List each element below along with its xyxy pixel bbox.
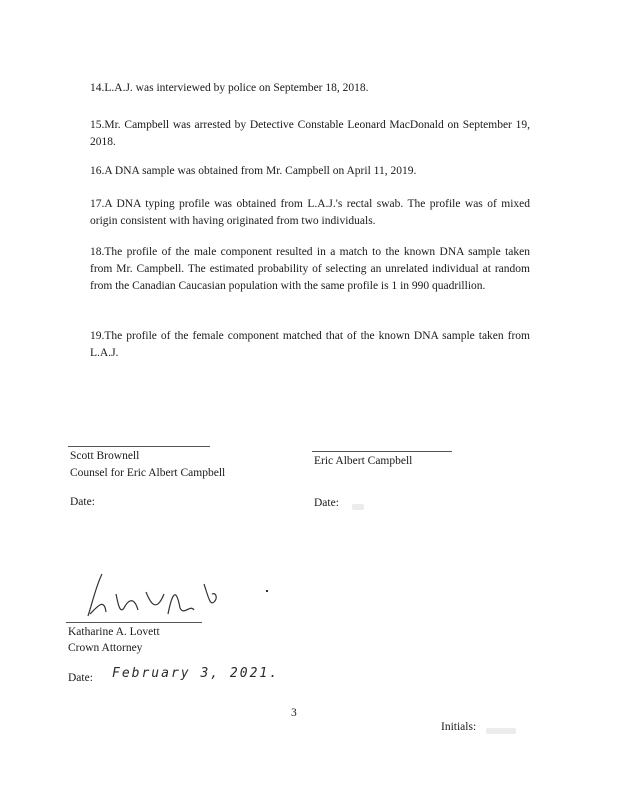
crown-role: Crown Attorney — [68, 642, 143, 654]
crown-signature-image — [76, 564, 236, 624]
page-number: 3 — [291, 707, 297, 719]
signature-line-accused — [312, 451, 452, 452]
paragraph-number: 17. — [90, 198, 105, 210]
crown-date-label: Date: — [68, 672, 93, 684]
paragraph-19 — [90, 328, 530, 362]
paragraph-number: 18. — [90, 246, 105, 258]
initials-label: Initials: — [441, 721, 477, 733]
paragraph-17 — [90, 196, 530, 230]
crown-name: Katharine A. Lovett — [68, 626, 160, 638]
paragraph-text: The profile of the male component resulted in a match to the known DNA sample taken from Mr. Campbell. The estimated probability of selecting an unrelated individual at random from the Canadian Caucasian population with the same profile is 1 in 990 quadrillion. — [90, 246, 530, 292]
paragraph-15 — [90, 117, 530, 151]
crown-date-value: February 3, 2021. — [112, 666, 280, 681]
signature-line-defence — [68, 446, 210, 447]
paragraph-number: 14. — [90, 82, 105, 94]
paragraph-text: Mr. Campbell was arrested by Detective Constable Leonard MacDonald on September 19, 2018. — [90, 119, 530, 148]
paragraph-text: A DNA sample was obtained from Mr. Campbell on April 11, 2019. — [104, 165, 417, 177]
paragraph-number: 15. — [90, 119, 105, 131]
defence-counsel-name: Scott Brownell — [70, 450, 140, 462]
paragraph-14 — [90, 80, 530, 97]
redaction-mark — [486, 728, 516, 734]
paragraph-text: A DNA typing profile was obtained from L.A.J.'s rectal swab. The profile was of mixed origin consistent with having originated from two individuals. — [90, 198, 530, 227]
paragraph-text: L.A.J. was interviewed by police on September 18, 2018. — [104, 82, 369, 94]
signature-line-crown — [66, 622, 202, 623]
redaction-mark — [352, 504, 364, 510]
defence-counsel-role: Counsel for Eric Albert Campbell — [70, 467, 226, 479]
accused-date-label: Date: — [314, 497, 339, 509]
paragraph-number: 19. — [90, 330, 105, 342]
paragraph-number: 16. — [90, 165, 105, 177]
paragraph-16 — [90, 163, 530, 180]
accused-name: Eric Albert Campbell — [314, 455, 413, 467]
paragraph-18 — [90, 244, 530, 295]
ink-dot — [266, 590, 268, 592]
paragraph-text: The profile of the female component matched that of the known DNA sample taken from L.A.J. — [90, 330, 530, 359]
defence-date-label: Date: — [70, 496, 95, 508]
